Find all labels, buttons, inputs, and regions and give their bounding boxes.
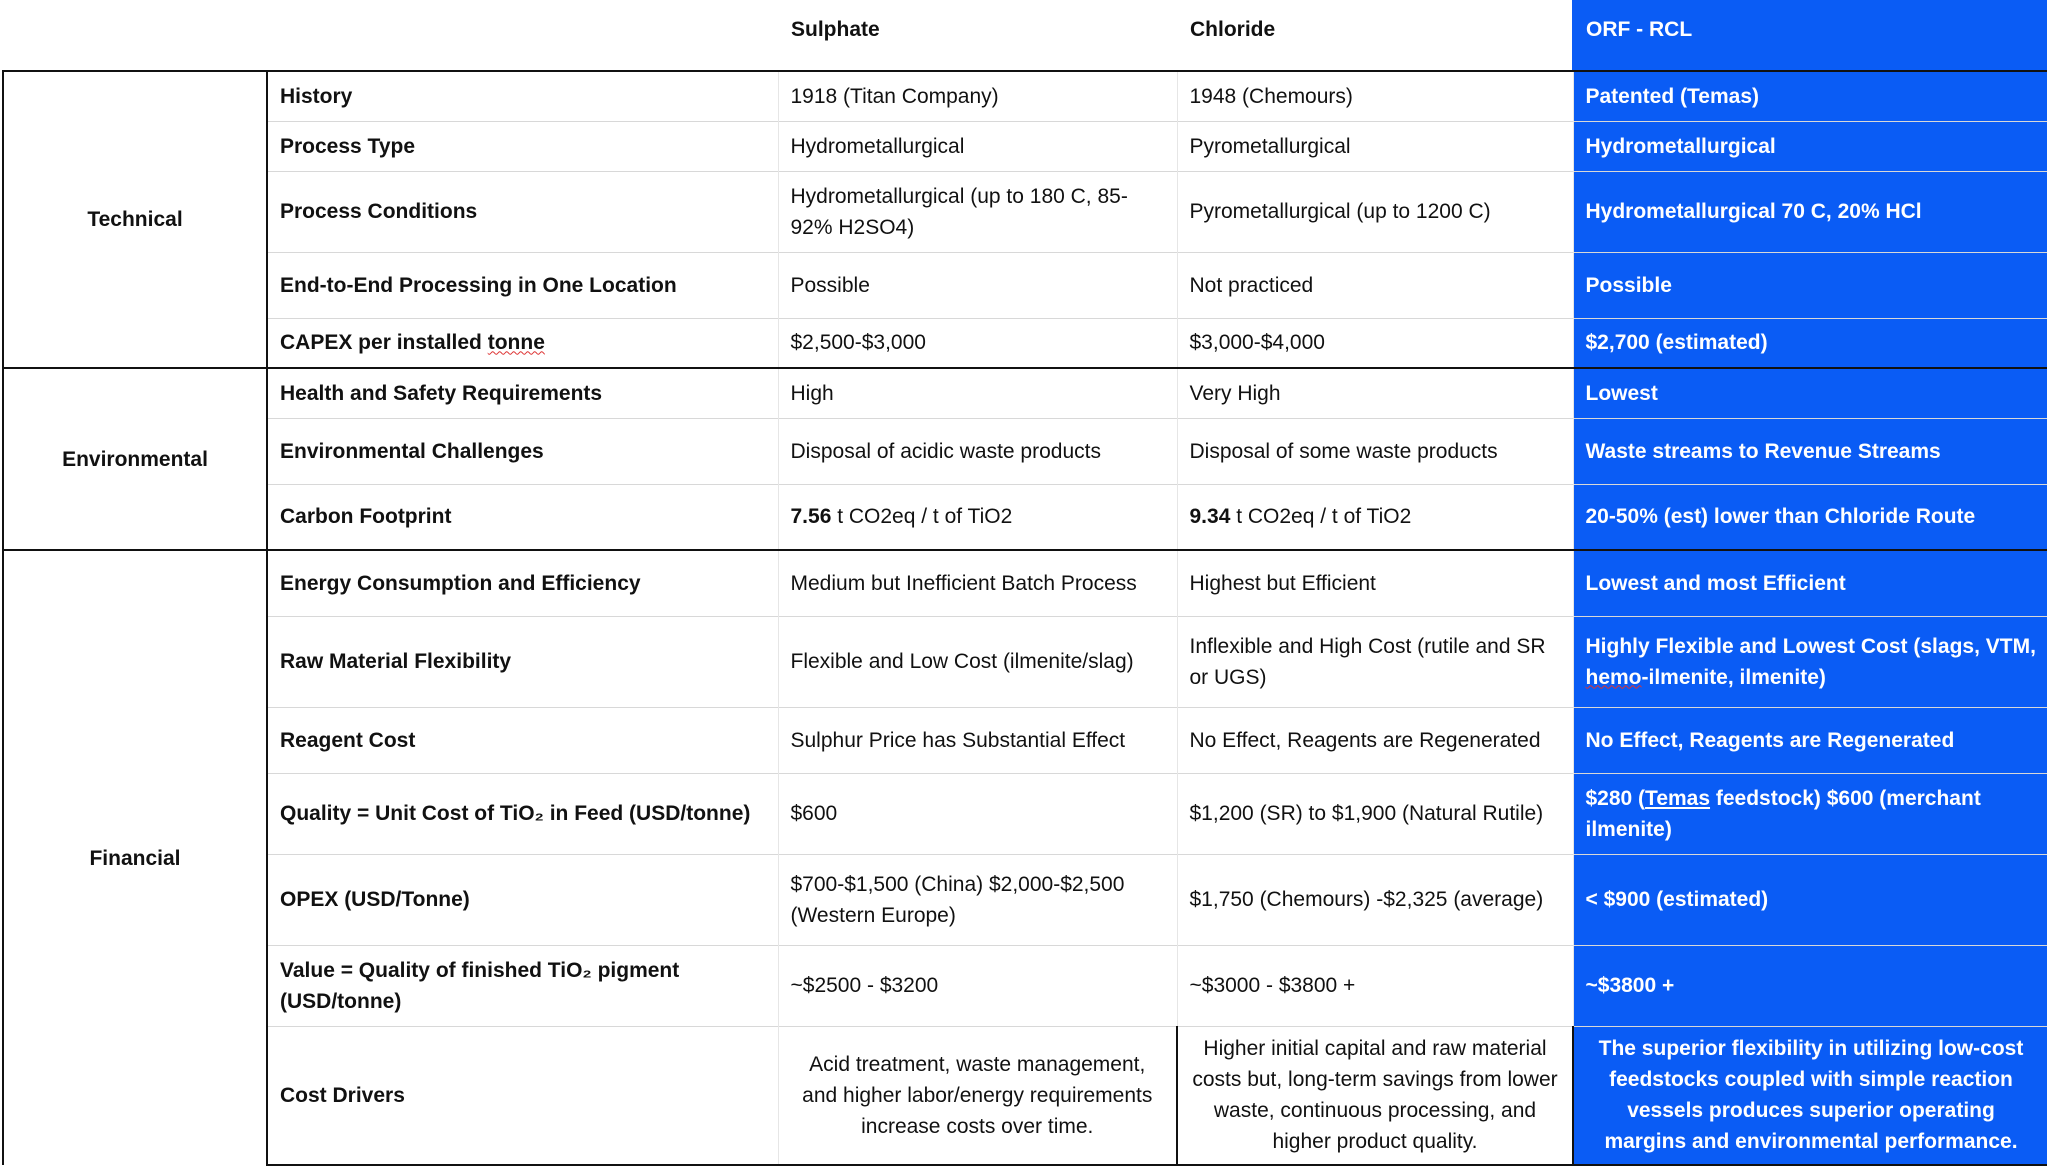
cell-chloride: Disposal of some waste products <box>1177 418 1573 484</box>
cell-chloride: $1,750 (Chemours) -$2,325 (average) <box>1177 854 1573 945</box>
row-label-flagged-word: tonne <box>487 331 545 355</box>
cell-orf: No Effect, Reagents are Regenerated <box>1573 707 2047 773</box>
cell-orf: 20-50% (est) lower than Chloride Route <box>1573 484 2047 550</box>
row-label: Health and Safety Requirements <box>267 368 778 418</box>
row-label: Carbon Footprint <box>267 484 778 550</box>
table-row <box>3 171 2047 252</box>
cell-sulphate: Acid treatment, waste management, and higher labor/energy requirements increase costs over time. <box>778 1026 1177 1165</box>
row-label: Cost Drivers <box>267 1026 778 1165</box>
cell-orf: Hydrometallurgical <box>1573 121 2047 171</box>
cell-orf: Patented (Temas) <box>1573 71 2047 121</box>
cell-chloride: $3,000-$4,000 <box>1177 318 1573 368</box>
row-label: OPEX (USD/Tonne) <box>267 854 778 945</box>
cell-sulphate: Possible <box>778 252 1177 318</box>
orf-text: -ilmenite, ilmenite) <box>1641 665 1826 689</box>
row-label: History <box>267 71 778 121</box>
column-header-chloride: Chloride <box>1190 18 1276 41</box>
cell-sulphate: Hydrometallurgical (up to 180 C, 85-92% H2SO4) <box>778 171 1177 252</box>
cell-chloride: Pyrometallurgical (up to 1200 C) <box>1177 171 1573 252</box>
table-row <box>3 854 2047 945</box>
cell-orf: Possible <box>1573 252 2047 318</box>
cell-sulphate: $2,500-$3,000 <box>778 318 1177 368</box>
table-row <box>3 121 2047 171</box>
orf-text: $280 ( <box>1585 786 1646 810</box>
row-label: Reagent Cost <box>267 707 778 773</box>
cell-sulphate: Flexible and Low Cost (ilmenite/slag) <box>778 616 1177 707</box>
carbon-unit-sulphate: t CO2eq / t of TiO2 <box>831 505 1013 529</box>
cell-chloride: No Effect, Reagents are Regenerated <box>1177 707 1573 773</box>
cell-sulphate: Medium but Inefficient Batch Process <box>778 550 1177 616</box>
cell-chloride: 1948 (Chemours) <box>1177 71 1573 121</box>
row-label: Process Conditions <box>267 171 778 252</box>
cell-chloride: Not practiced <box>1177 252 1573 318</box>
cell-chloride: Very High <box>1177 368 1573 418</box>
cell-chloride <box>1177 484 1573 550</box>
cell-sulphate: $600 <box>778 773 1177 854</box>
cell-orf: ~$3800 + <box>1573 945 2047 1026</box>
cell-chloride: Higher initial capital and raw material costs but, long-term savings from lower waste, continuous processing, and higher product quality. <box>1177 1026 1573 1165</box>
table-row <box>3 550 2047 616</box>
column-header-orf-rcl: ORF - RCL <box>1572 0 2047 70</box>
cell-sulphate <box>778 484 1177 550</box>
table-row <box>3 773 2047 854</box>
cell-sulphate: 1918 (Titan Company) <box>778 71 1177 121</box>
table-row <box>3 707 2047 773</box>
cell-sulphate: Hydrometallurgical <box>778 121 1177 171</box>
column-header-row <box>0 0 2047 70</box>
row-label: Value = Quality of finished TiO₂ pigment (USD/tonne) <box>267 945 778 1026</box>
cell-orf: Lowest and most Efficient <box>1573 550 2047 616</box>
section-label-financial: Financial <box>3 550 267 1165</box>
cell-orf: Hydrometallurgical 70 C, 20% HCl <box>1573 171 2047 252</box>
cell-sulphate: Sulphur Price has Substantial Effect <box>778 707 1177 773</box>
cell-orf: < $900 (estimated) <box>1573 854 2047 945</box>
cell-chloride: Highest but Efficient <box>1177 550 1573 616</box>
cell-chloride: $1,200 (SR) to $1,900 (Natural Rutile) <box>1177 773 1573 854</box>
table-row <box>3 318 2047 368</box>
comparison-table <box>2 70 2047 1166</box>
table-row <box>3 71 2047 121</box>
table-row <box>3 945 2047 1026</box>
orf-flagged-word: hemo <box>1585 665 1642 689</box>
cell-orf: Lowest <box>1573 368 2047 418</box>
cell-orf <box>1573 616 2047 707</box>
cell-chloride: ~$3000 - $3800 + <box>1177 945 1573 1026</box>
table-row <box>3 484 2047 550</box>
row-label: Energy Consumption and Efficiency <box>267 550 778 616</box>
orf-text: Highly Flexible and Lowest Cost (slags, VTM, <box>1585 634 2036 658</box>
orf-text: feedstock) $600 (merchant ilmenite) <box>1585 786 1981 841</box>
table-row <box>3 1026 2047 1165</box>
section-label-environmental: Environmental <box>3 368 267 550</box>
row-label <box>267 318 778 368</box>
cell-chloride: Inflexible and High Cost (rutile and SR or UGS) <box>1177 616 1573 707</box>
cell-orf: Waste streams to Revenue Streams <box>1573 418 2047 484</box>
cell-sulphate: Disposal of acidic waste products <box>778 418 1177 484</box>
row-label: Process Type <box>267 121 778 171</box>
table-row <box>3 616 2047 707</box>
table-row <box>3 252 2047 318</box>
table-row <box>3 368 2047 418</box>
carbon-value-sulphate: 7.56 <box>790 505 832 529</box>
row-label-text: CAPEX per installed <box>280 331 488 355</box>
cell-sulphate: ~$2500 - $3200 <box>778 945 1177 1026</box>
carbon-value-chloride: 9.34 <box>1189 505 1231 529</box>
row-label: Raw Material Flexibility <box>267 616 778 707</box>
carbon-unit-chloride: t CO2eq / t of TiO2 <box>1230 505 1412 529</box>
cell-sulphate: High <box>778 368 1177 418</box>
row-label: Environmental Challenges <box>267 418 778 484</box>
column-header-sulphate: Sulphate <box>791 18 880 41</box>
table-row <box>3 418 2047 484</box>
row-label: Quality = Unit Cost of TiO₂ in Feed (USD/tonne) <box>267 773 778 854</box>
orf-underlined-word: Temas <box>1645 786 1711 810</box>
row-label: End-to-End Processing in One Location <box>267 252 778 318</box>
cell-orf: The superior flexibility in utilizing low-cost feedstocks coupled with simple reaction vessels produces superior operating margins and environmental performance. <box>1573 1026 2047 1165</box>
cell-orf: $2,700 (estimated) <box>1573 318 2047 368</box>
cell-sulphate: $700-$1,500 (China) $2,000-$2,500 (Western Europe) <box>778 854 1177 945</box>
cell-orf <box>1573 773 2047 854</box>
section-label-technical: Technical <box>3 71 267 368</box>
cell-chloride: Pyrometallurgical <box>1177 121 1573 171</box>
